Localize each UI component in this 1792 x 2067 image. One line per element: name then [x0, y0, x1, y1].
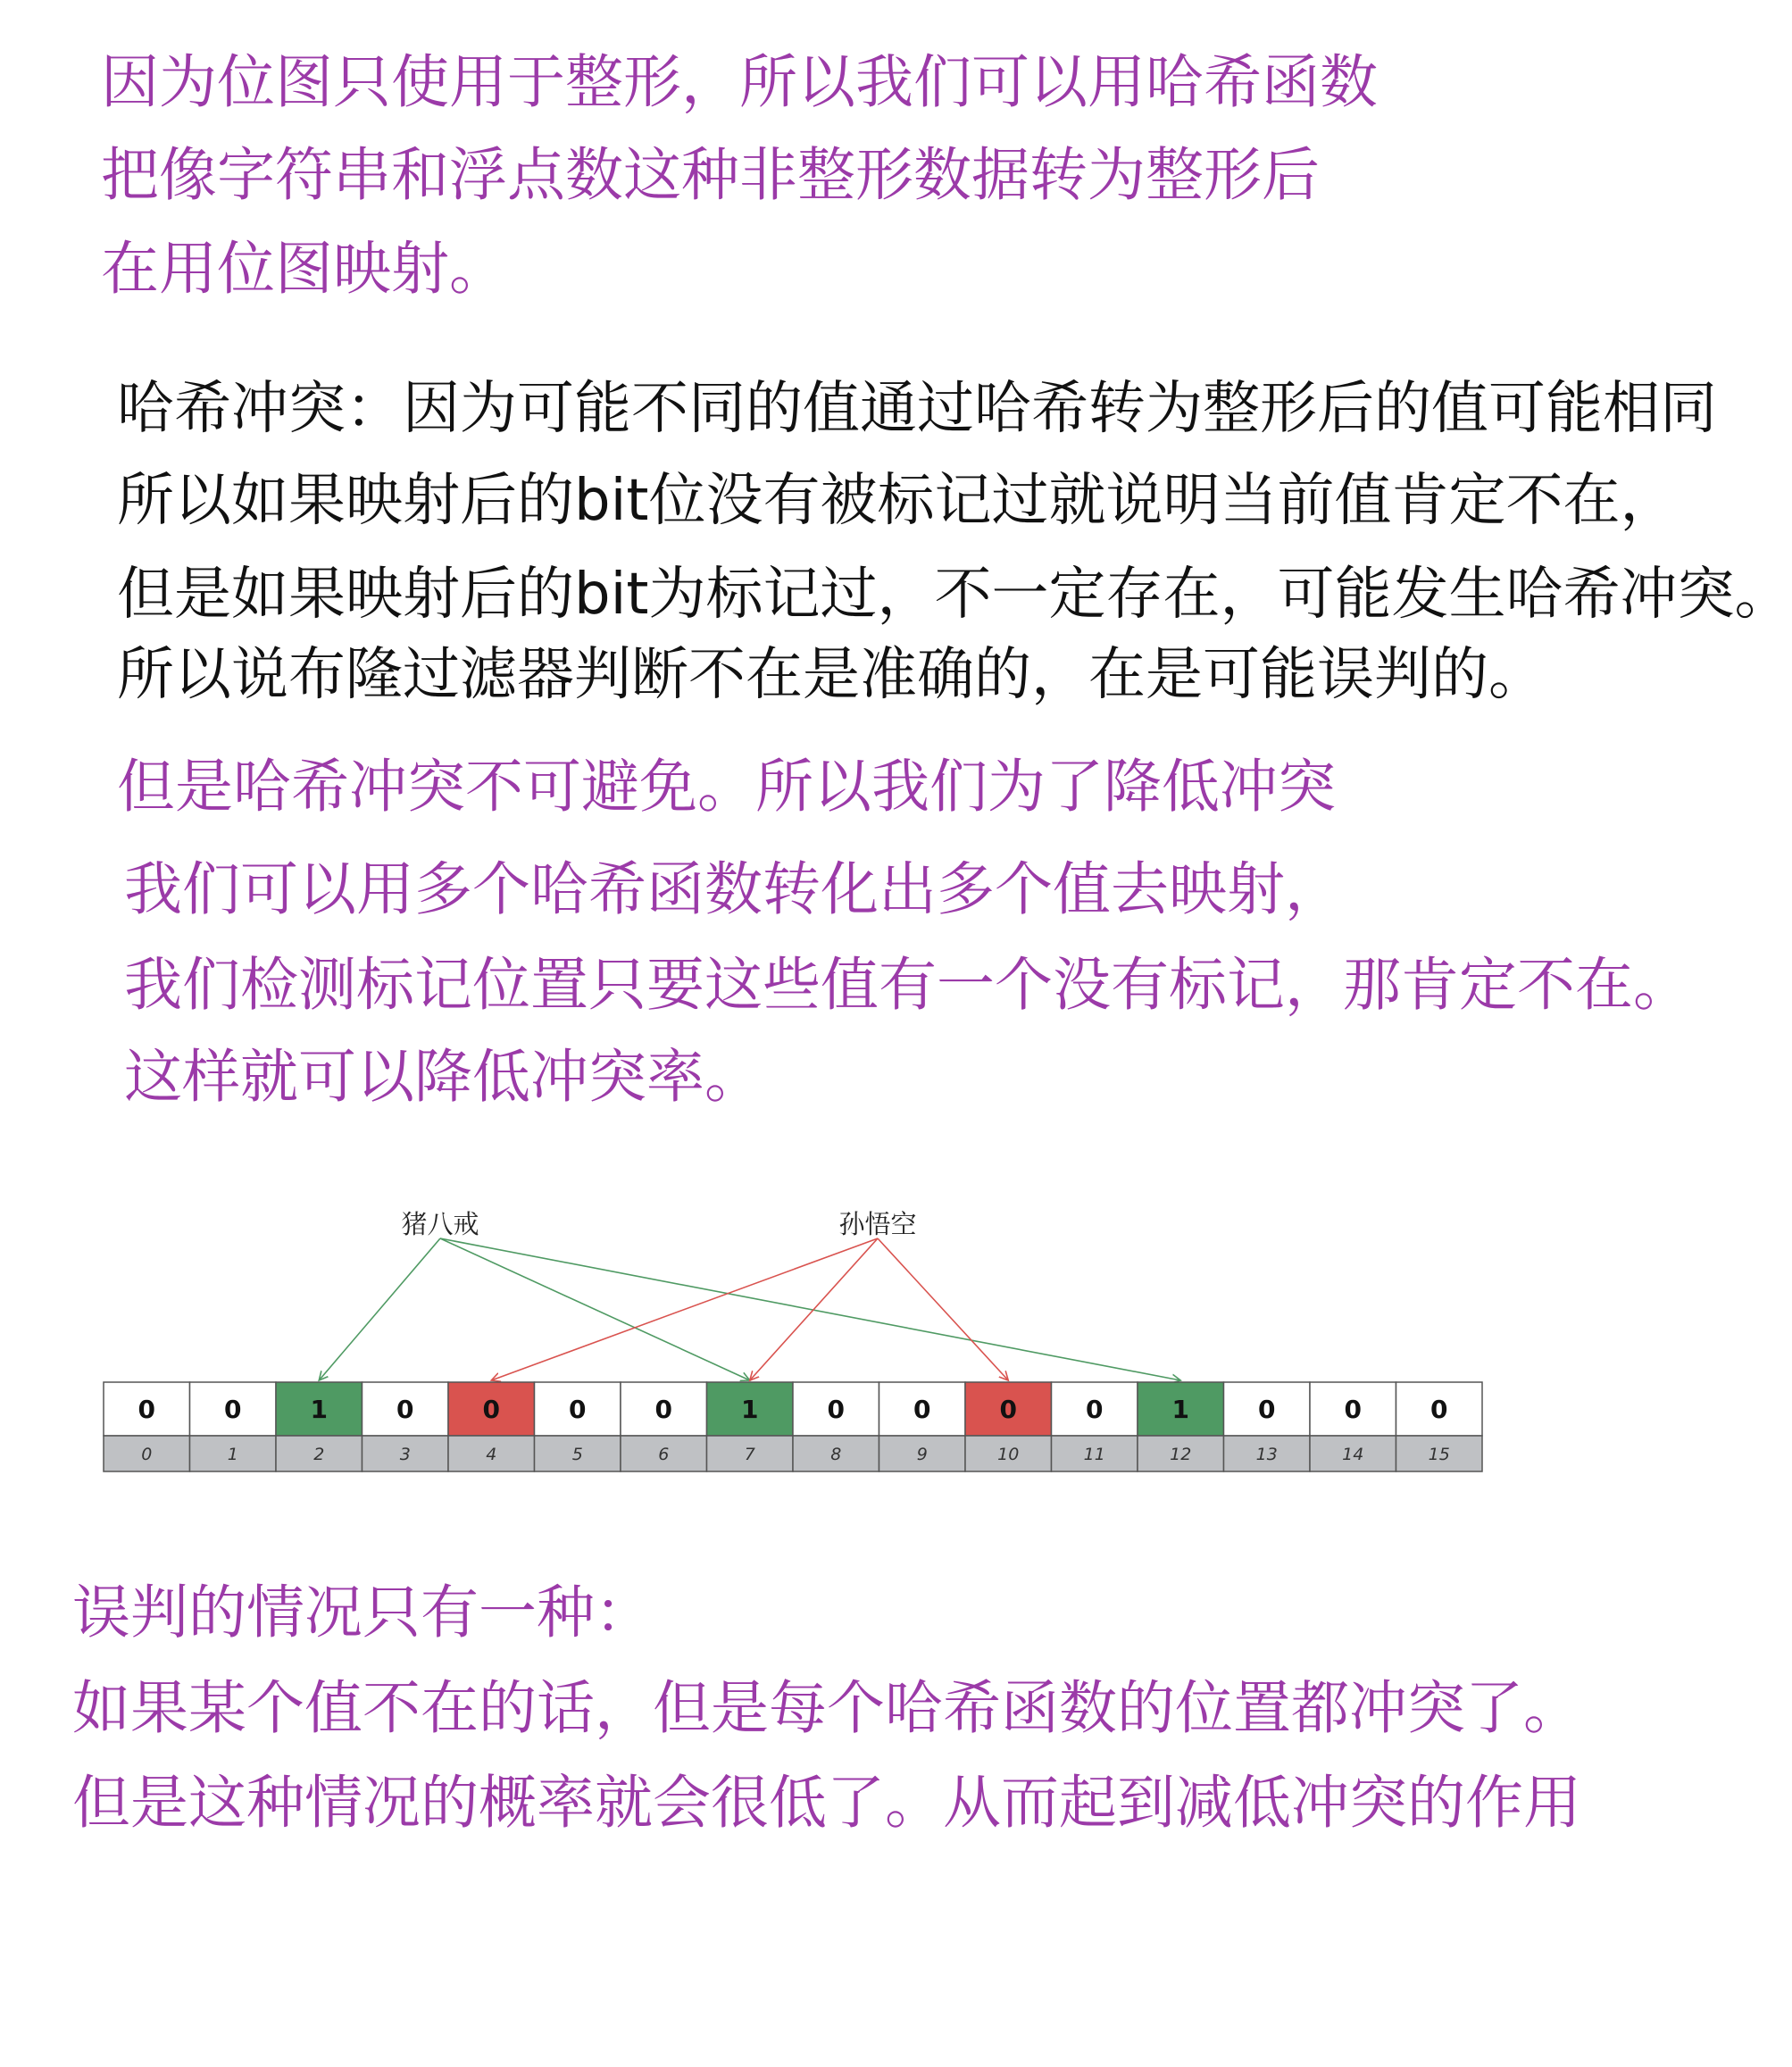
collision-line-1: 哈希冲突：因为可能不同的值通过哈希转为整形后的值可能相同: [117, 376, 1717, 442]
bloom-filter-diagram: [0, 1188, 1792, 1527]
mitigation-line-2: 我们检测标记位置只要这些值有一个没有标记，那肯定不在。: [124, 952, 1692, 1019]
mitigation-line-1: 我们可以用多个哈希函数转化出多个值去映射，: [124, 856, 1344, 923]
bit-index-13: 13: [1255, 1445, 1278, 1464]
bit-index-6: 6: [658, 1445, 670, 1464]
bit-index-3: 3: [399, 1445, 411, 1464]
mitigation-lead: 但是哈希冲突不可避免。所以我们为了降低冲突: [117, 754, 1337, 821]
bit-index-5: 5: [571, 1445, 583, 1464]
bit-value-11: 0: [1086, 1395, 1104, 1424]
bit-value-14: 0: [1344, 1395, 1362, 1424]
bit-value-4: 0: [482, 1395, 500, 1424]
element-label-0: 猪八戒: [401, 1209, 479, 1239]
mapping-arrows: [319, 1238, 1180, 1380]
bit-value-13: 0: [1258, 1395, 1276, 1424]
bit-index-7: 7: [744, 1445, 755, 1464]
bit-value-7: 1: [741, 1395, 759, 1424]
intro-line-3: 在用位图映射。: [101, 236, 508, 303]
false-positive-line-3: 但是这种情况的概率就会很低了。从而起到减低冲突的作用: [72, 1770, 1582, 1837]
element-label-1: 孙悟空: [838, 1209, 917, 1239]
bit-index-9: 9: [916, 1445, 928, 1464]
mitigation-line-3: 这样就可以降低冲突率。: [124, 1044, 763, 1111]
bit-value-6: 0: [654, 1395, 672, 1424]
false-positive-line-2: 如果某个值不在的话，但是每个哈希函数的位置都冲突了。: [72, 1675, 1582, 1742]
bit-index-14: 14: [1342, 1445, 1364, 1464]
collision-line-2: 所以如果映射后的bit位没有被标记过就说明当前值肯定不在，: [117, 468, 1678, 534]
arrow-0-to-7: [440, 1238, 750, 1380]
bit-index-4: 4: [486, 1445, 497, 1464]
bit-value-9: 0: [913, 1395, 931, 1424]
arrow-1-to-7: [750, 1238, 878, 1380]
bit-value-8: 0: [827, 1395, 845, 1424]
bit-value-15: 0: [1430, 1395, 1448, 1424]
element-labels: [401, 1209, 916, 1239]
bit-index-2: 2: [313, 1445, 325, 1464]
bit-value-3: 0: [396, 1395, 414, 1424]
bit-value-12: 1: [1171, 1395, 1189, 1424]
intro-line-2: 把像字符串和浮点数这种非整形数据转为整形后: [101, 142, 1321, 209]
bit-index-11: 11: [1083, 1445, 1105, 1464]
arrow-1-to-10: [878, 1238, 1008, 1380]
bit-value-10: 0: [999, 1395, 1017, 1424]
false-positive-line-1: 误判的情况只有一种：: [72, 1579, 654, 1646]
bit-value-5: 0: [569, 1395, 587, 1424]
intro-line-1: 因为位图只使用于整形，所以我们可以用哈希函数: [101, 49, 1379, 116]
collision-line-3: 但是如果映射后的bit为标记过，不一定存在，可能发生哈希冲突。: [117, 562, 1792, 628]
bit-index-12: 12: [1170, 1445, 1192, 1464]
bit-value-2: 1: [310, 1395, 328, 1424]
bit-value-1: 0: [224, 1395, 242, 1424]
bit-index-15: 15: [1428, 1445, 1450, 1464]
bit-index-1: 1: [227, 1445, 238, 1464]
collision-line-4: 所以说布隆过滤器判断不在是准确的，在是可能误判的。: [117, 642, 1546, 708]
bit-index-0: 0: [141, 1445, 153, 1464]
arrow-0-to-2: [319, 1238, 440, 1380]
bit-index-10: 10: [997, 1445, 1020, 1464]
bit-index-8: 8: [830, 1445, 842, 1464]
bit-array: [104, 1382, 1482, 1471]
bit-value-0: 0: [138, 1395, 155, 1424]
